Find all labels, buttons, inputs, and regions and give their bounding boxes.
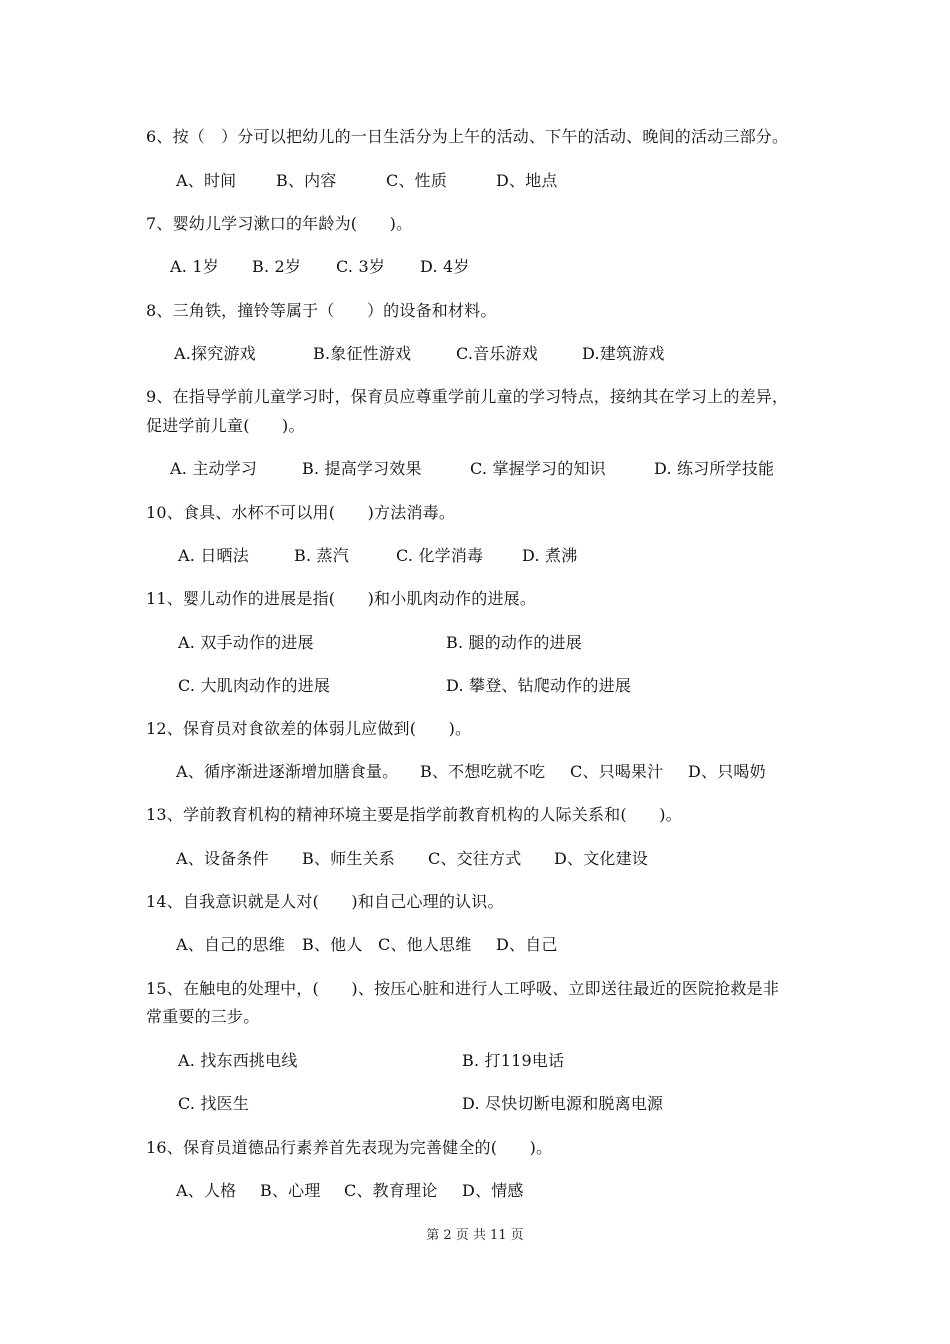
question-12-option-a: A、循序渐进逐渐增加膳食量。 bbox=[176, 762, 399, 781]
question-15-text-line-1: 15、在触电的处理中，( )、按压心脏和进行人工呼吸、立即送往最近的医院抢救是非 bbox=[146, 979, 780, 998]
question-15-option-c: C. 找医生 bbox=[178, 1094, 250, 1113]
question-7-option-b: B. 2岁 bbox=[252, 257, 302, 276]
question-10-text: 10、食具、水杯不可以用( )方法消毒。 bbox=[146, 503, 456, 522]
question-9-option-d: D. 练习所学技能 bbox=[654, 459, 775, 478]
question-14-option-c: C、他人思维 bbox=[378, 935, 472, 954]
question-15-option-a: A. 找东西挑电线 bbox=[178, 1051, 298, 1070]
question-10-option-a: A. 日晒法 bbox=[178, 546, 249, 565]
question-16-option-a: A、人格 bbox=[176, 1181, 237, 1200]
question-16-option-b: B、心理 bbox=[260, 1181, 321, 1200]
question-9-option-c: C. 掌握学习的知识 bbox=[470, 459, 606, 478]
question-11-text: 11、婴儿动作的进展是指( )和小肌肉动作的进展。 bbox=[146, 589, 537, 608]
question-16-text: 16、保育员道德品行素养首先表现为完善健全的( )。 bbox=[146, 1138, 553, 1157]
question-15-text-line-2: 常重要的三步。 bbox=[146, 1007, 260, 1026]
question-7-option-a: A. 1岁 bbox=[170, 257, 219, 276]
question-13-option-a: A、设备条件 bbox=[176, 849, 269, 868]
question-10-option-c: C. 化学消毒 bbox=[396, 546, 484, 565]
question-9-text-line-1: 9、在指导学前儿童学习时，保育员应尊重学前儿童的学习特点，接纳其在学习上的差异， bbox=[146, 387, 789, 406]
question-8-text: 8、三角铁，撞铃等属于（ ）的设备和材料。 bbox=[146, 301, 497, 320]
question-7-option-d: D. 4岁 bbox=[420, 257, 470, 276]
question-13-option-d: D、文化建设 bbox=[554, 849, 649, 868]
question-16-option-c: C、教育理论 bbox=[344, 1181, 438, 1200]
question-16-option-d: D、情感 bbox=[462, 1181, 524, 1200]
question-14-option-d: D、自己 bbox=[496, 935, 558, 954]
question-6-option-c: C、性质 bbox=[386, 171, 448, 190]
question-10-option-d: D. 煮沸 bbox=[522, 546, 578, 565]
question-12-option-c: C、只喝果汁 bbox=[570, 762, 664, 781]
question-13-option-c: C、交往方式 bbox=[428, 849, 522, 868]
question-11-option-b: B. 腿的动作的进展 bbox=[446, 633, 582, 652]
question-12-option-b: B、不想吃就不吃 bbox=[420, 762, 546, 781]
page-number-footer: 第 2 页 共 11 页 bbox=[426, 1228, 524, 1243]
question-10-option-b: B. 蒸汽 bbox=[294, 546, 349, 565]
question-14-text: 14、自我意识就是人对( )和自己心理的认识。 bbox=[146, 892, 504, 911]
question-9-option-a: A. 主动学习 bbox=[170, 459, 258, 478]
question-15-option-b: B. 打119电话 bbox=[462, 1051, 565, 1070]
question-7-option-c: C. 3岁 bbox=[336, 257, 386, 276]
question-12-option-d: D、只喝奶 bbox=[688, 762, 766, 781]
question-8-option-b: B.象征性游戏 bbox=[313, 344, 412, 363]
question-11-option-a: A. 双手动作的进展 bbox=[178, 633, 314, 652]
question-8-option-a: A.探究游戏 bbox=[174, 344, 256, 363]
question-9-option-b: B. 提高学习效果 bbox=[302, 459, 422, 478]
question-15-option-d: D. 尽快切断电源和脱离电源 bbox=[462, 1094, 664, 1113]
question-8-option-c: C.音乐游戏 bbox=[456, 344, 538, 363]
question-6-option-d: D、地点 bbox=[496, 171, 558, 190]
question-13-option-b: B、师生关系 bbox=[302, 849, 395, 868]
question-14-option-a: A、自己的思维 bbox=[176, 935, 285, 954]
question-11-option-c: C. 大肌肉动作的进展 bbox=[178, 676, 331, 695]
question-8-option-d: D.建筑游戏 bbox=[582, 344, 665, 363]
question-9-text-line-2: 促进学前儿童( )。 bbox=[146, 416, 305, 435]
question-13-text: 13、学前教育机构的精神环境主要是指学前教育机构的人际关系和( )。 bbox=[146, 805, 682, 824]
question-11-option-d: D. 攀登、钻爬动作的进展 bbox=[446, 676, 632, 695]
question-14-option-b: B、他人 bbox=[302, 935, 363, 954]
question-6-option-a: A、时间 bbox=[176, 171, 237, 190]
question-12-text: 12、保育员对食欲差的体弱儿应做到( )。 bbox=[146, 719, 472, 738]
question-6-option-b: B、内容 bbox=[276, 171, 337, 190]
question-6-text: 6、按（ ）分可以把幼儿的一日生活分为上午的活动、下午的活动、晚间的活动三部分。 bbox=[146, 127, 789, 146]
question-7-text: 7、婴幼儿学习漱口的年龄为( )。 bbox=[146, 214, 413, 233]
